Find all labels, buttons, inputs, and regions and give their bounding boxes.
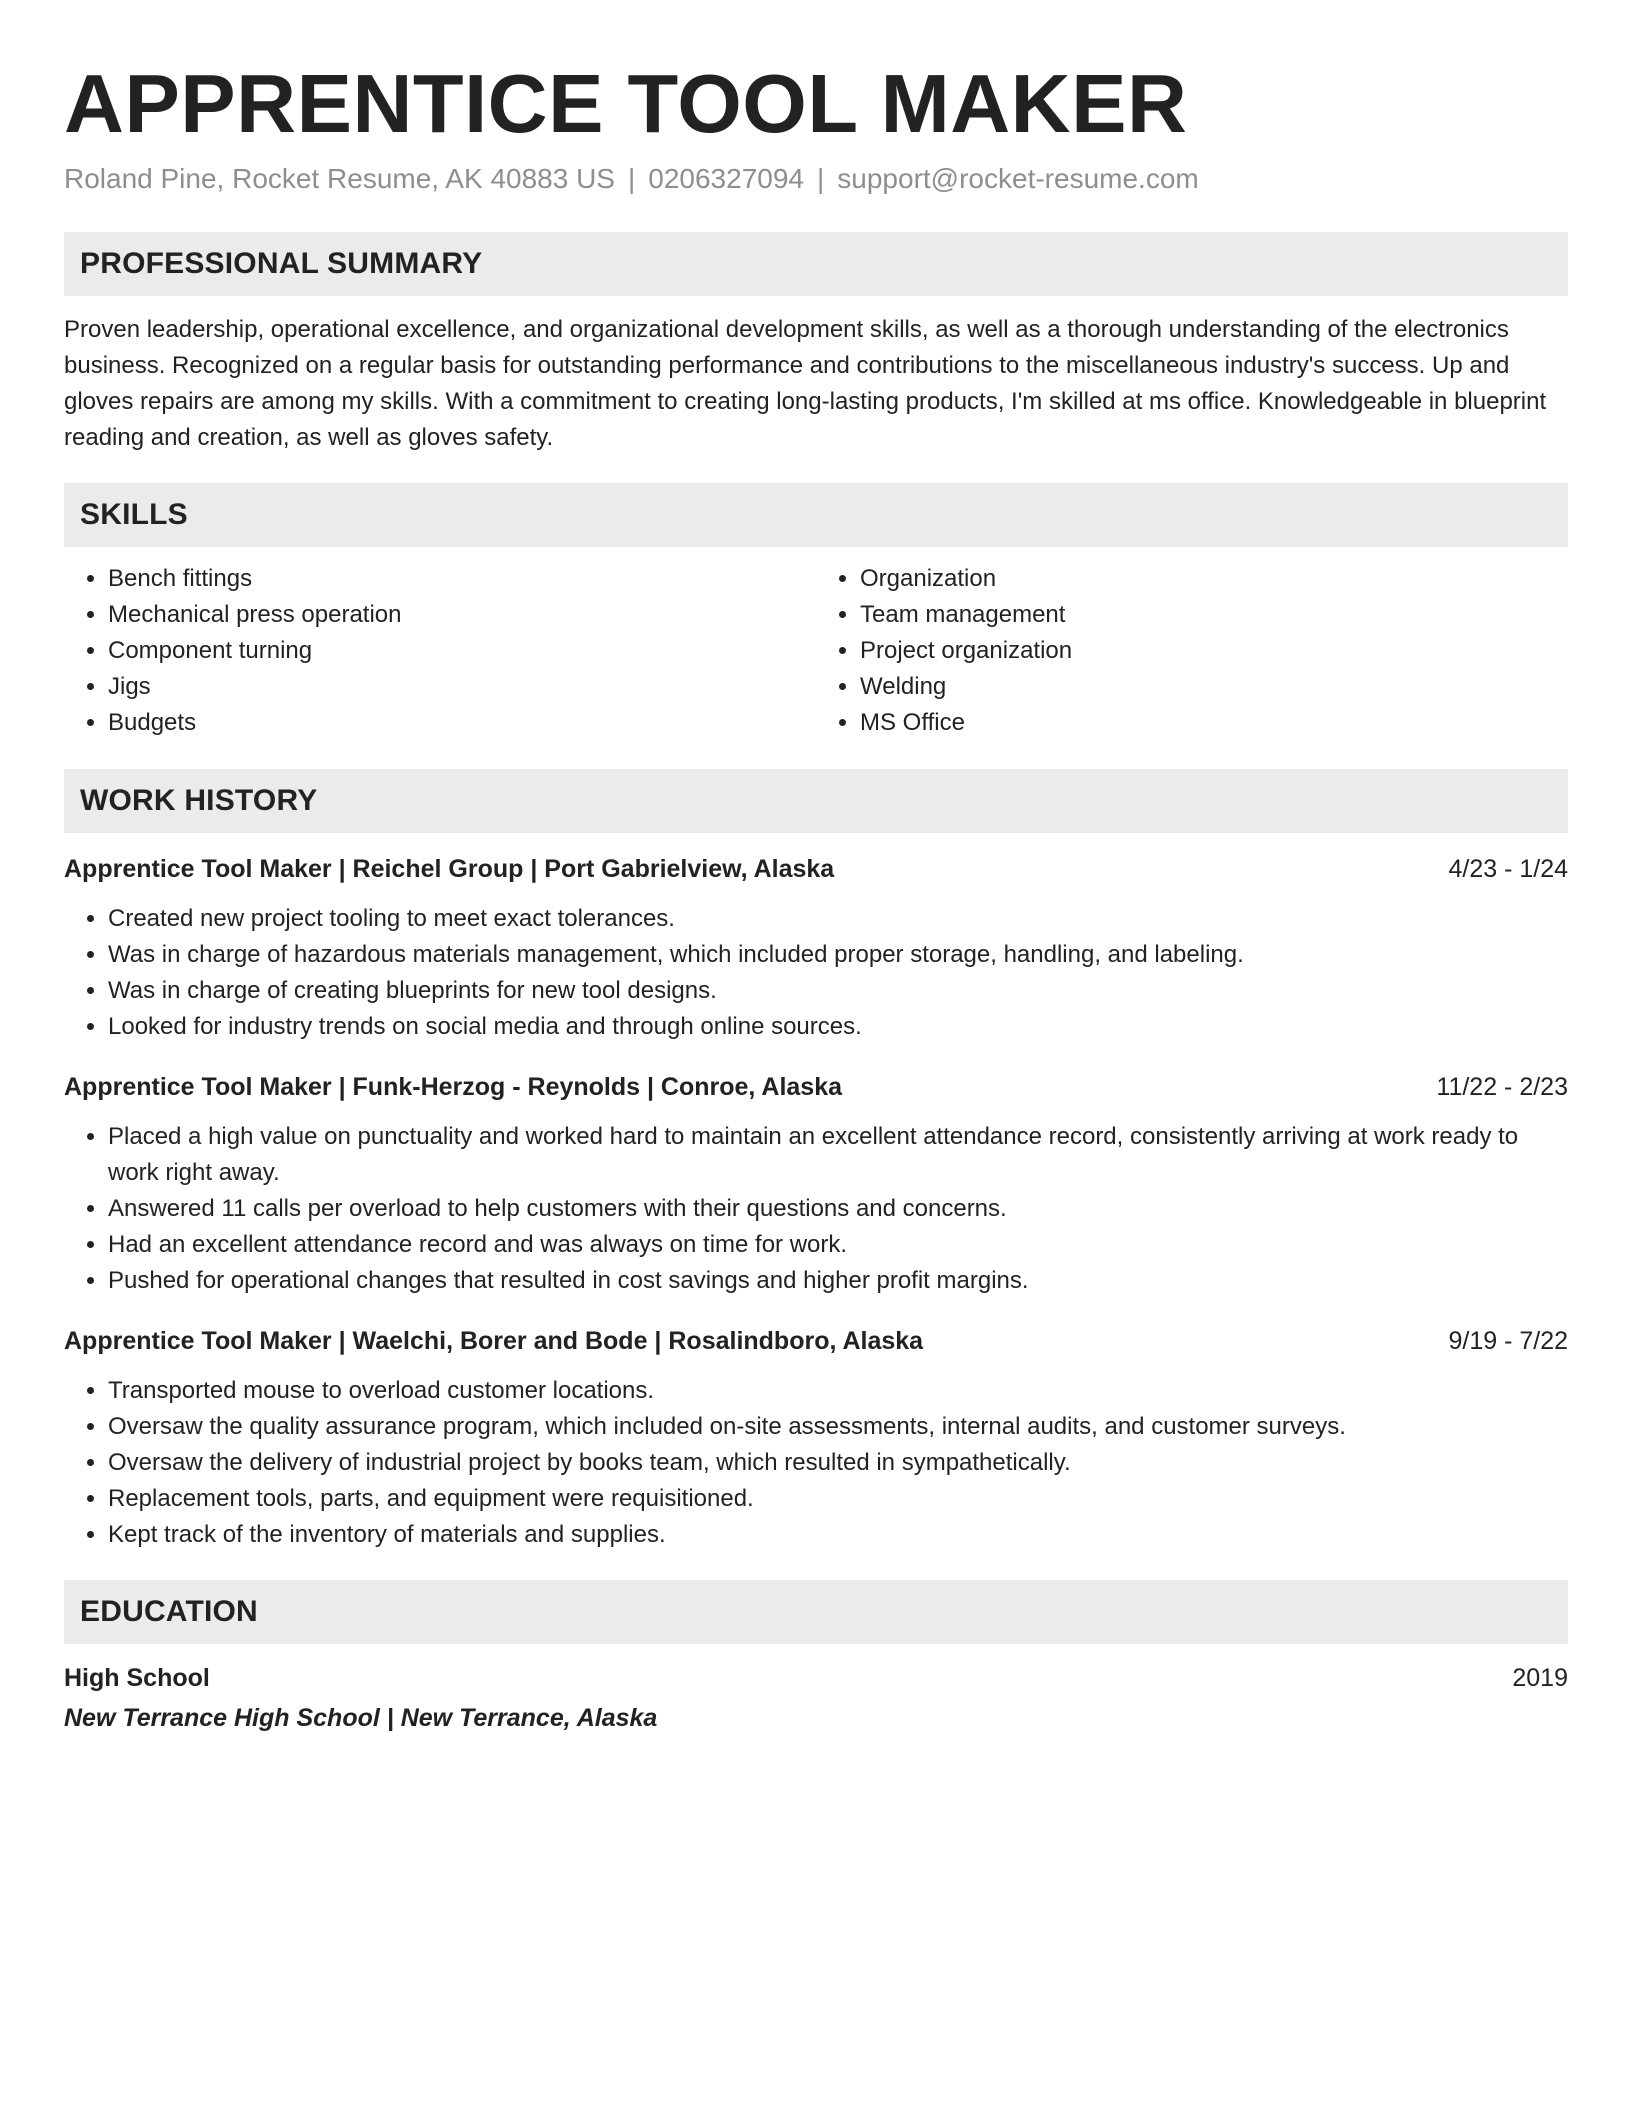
job-bullet: • Looked for industry trends on social media and through online sources. [108, 1009, 1568, 1045]
contact-email: support@rocket-resume.com [837, 163, 1199, 195]
job-dates: 4/23 - 1/24 [1448, 855, 1568, 884]
job-bullets [64, 901, 1568, 1045]
skill-item: • Mechanical press operation [108, 597, 816, 633]
skill-item: • Component turning [108, 633, 816, 669]
job-title: Apprentice Tool Maker | Reichel Group | Port Gabrielview, Alaska [64, 855, 835, 884]
job-bullet: • Oversaw the quality assurance program, which included on-site assessments, internal audits, and customer surveys. [108, 1409, 1568, 1445]
skill-item: • Welding [860, 669, 1568, 705]
skill-item: • Team management [860, 597, 1568, 633]
education-entry [64, 1660, 1568, 1736]
job-bullets [64, 1373, 1568, 1553]
skills-column-right [816, 561, 1568, 741]
education-degree: High School [64, 1664, 210, 1693]
summary-text: Proven leadership, operational excellence, and organizational development skills, as well as a thorough understanding of the electronics business. Recognized on a regular basis for outstanding performance and contributions to the miscellaneous industry's success. Up and gloves repairs are among my skills. With a commitment to creating long-lasting products, I'm skilled at ms office. Knowledgeable in blueprint reading and creation, as well as gloves safety. [64, 316, 1547, 452]
contact-phone: 0206327094 [648, 163, 804, 195]
job-entry [64, 1069, 1568, 1299]
job-title: Apprentice Tool Maker | Funk-Herzog - Reynolds | Conroe, Alaska [64, 1073, 843, 1102]
job-bullet: • Answered 11 calls per overload to help customers with their questions and concerns. [108, 1191, 1568, 1227]
education-header [64, 1660, 1568, 1696]
job-bullet: • Oversaw the delivery of industrial project by books team, which resulted in sympathetically. [108, 1445, 1568, 1481]
skill-item: • MS Office [860, 705, 1568, 741]
job-bullet: • Kept track of the inventory of materials and supplies. [108, 1517, 1568, 1553]
section-heading-education: EDUCATION [64, 1580, 1568, 1644]
contact-line [64, 163, 1568, 195]
job-bullets [64, 1119, 1568, 1299]
job-header [64, 851, 1568, 887]
skill-item: • Bench fittings [108, 561, 816, 597]
skills-list [64, 561, 1568, 741]
section-heading-work: WORK HISTORY [64, 769, 1568, 833]
job-entry [64, 851, 1568, 1045]
job-dates: 9/19 - 7/22 [1448, 1327, 1568, 1356]
skills-column-left [64, 561, 816, 741]
education-school: New Terrance High School | New Terrance, Alaska [64, 1704, 658, 1733]
contact-separator: | [627, 163, 636, 195]
job-bullet: • Replacement tools, parts, and equipment were requisitioned. [108, 1481, 1568, 1517]
resume-name: APPRENTICE TOOL MAKER [64, 57, 1188, 150]
job-bullet: • Placed a high value on punctuality and worked hard to maintain an excellent attendance record, consistently arriving at work ready to work right away. [108, 1119, 1568, 1191]
job-bullet: • Was in charge of creating blueprints for new tool designs. [108, 973, 1568, 1009]
skill-item: • Budgets [108, 705, 816, 741]
section-heading-skills: SKILLS [64, 483, 1568, 547]
job-bullet: • Pushed for operational changes that resulted in cost savings and higher profit margins. [108, 1263, 1568, 1299]
section-heading-summary: PROFESSIONAL SUMMARY [64, 232, 1568, 296]
job-dates: 11/22 - 2/23 [1436, 1073, 1568, 1102]
job-header [64, 1069, 1568, 1105]
job-entry [64, 1323, 1568, 1553]
job-bullet: • Created new project tooling to meet exact tolerances. [108, 901, 1568, 937]
contact-separator: | [817, 163, 825, 195]
skill-item: • Project organization [860, 633, 1568, 669]
job-bullet: • Was in charge of hazardous materials management, which included proper storage, handling, and labeling. [108, 937, 1568, 973]
job-bullet: • Transported mouse to overload customer locations. [108, 1373, 1568, 1409]
job-title: Apprentice Tool Maker | Waelchi, Borer and Bode | Rosalindboro, Alaska [64, 1327, 924, 1356]
job-bullet: • Had an excellent attendance record and was always on time for work. [108, 1227, 1568, 1263]
job-header [64, 1323, 1568, 1359]
education-year: 2019 [1512, 1664, 1568, 1693]
skill-item: • Organization [860, 561, 1568, 597]
contact-address: Roland Pine, Rocket Resume, AK 40883 US [64, 163, 615, 195]
skill-item: • Jigs [108, 669, 816, 705]
